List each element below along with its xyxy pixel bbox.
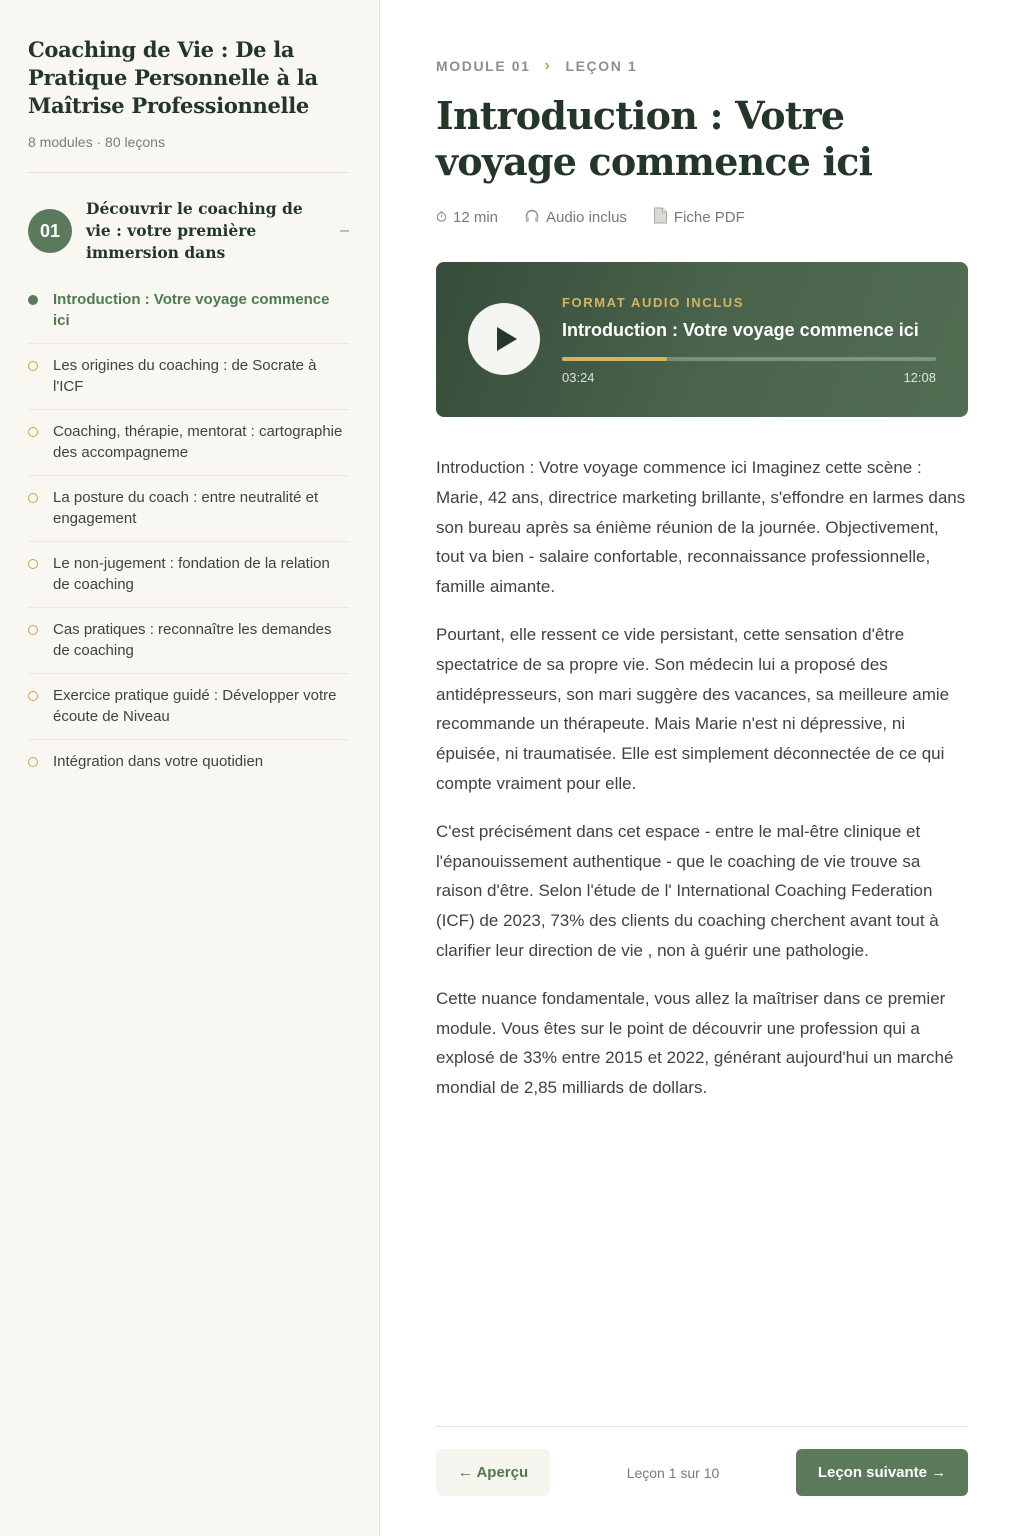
content-paragraph: Introduction : Votre voyage commence ici Imaginez cette scène : Marie, 42 ans, directrice marketing brillante, s'effondre en larmes dans son bureau après sa énième réunion de la journée. Objectivement, tout va bien - salaire confortable, reconnaissance professionnelle, famille aimante.: [436, 458, 966, 597]
audio-progress-fill: [562, 357, 667, 361]
lesson-status-dot-icon: [28, 493, 38, 503]
play-icon: [497, 327, 517, 351]
headphones-icon: [524, 208, 540, 228]
pdf-text: Fiche PDF: [673, 209, 745, 226]
clock-icon: [436, 209, 447, 226]
lesson-status-dot-icon: [28, 559, 38, 569]
audio-current-time: 03:24: [562, 370, 595, 385]
lesson-label: Coaching, thérapie, mentorat : cartographie des accompagneme: [53, 423, 343, 461]
module-number-badge: 01: [28, 209, 72, 253]
course-meta: 8 modules · 80 leçons: [28, 134, 349, 173]
lesson-label: Exercice pratique guidé : Développer votre écoute de Niveau: [53, 687, 337, 725]
lesson-item[interactable]: [28, 752, 349, 785]
lesson-status-dot-icon: [28, 427, 38, 437]
audio-progress-bar[interactable]: [562, 357, 936, 361]
lesson-footer: [436, 1426, 968, 1496]
next-lesson-button[interactable]: Leçon suivante →: [796, 1449, 968, 1496]
lesson-status-dot-icon: [28, 625, 38, 635]
audio-text: Audio inclus: [546, 209, 627, 226]
audio-title: Introduction : Votre voyage commence ici: [562, 320, 919, 340]
lesson-item[interactable]: [28, 356, 349, 410]
audio-info: [562, 295, 936, 385]
module-header[interactable]: [28, 198, 349, 264]
content-paragraph: Pourtant, elle ressent ce vide persistant, cette sensation d'être spectatrice de sa propre vie. Son médecin lui a proposé des antidépresseurs, son mari suggère des vacances, sa meilleure amie recommande un thérapeute. Mais Marie n'est ni dépressive, ni épuisée, ni traumatisée. Elle est simplement déconnectée de ce qui compte vraiment pour elle.: [436, 624, 950, 793]
module-title: Découvrir le coaching de vie : votre première immersion dans: [86, 199, 303, 262]
lesson-counter: Leçon 1 sur 10: [626, 1464, 720, 1481]
lesson-status-dot-icon: [28, 691, 38, 701]
collapse-icon[interactable]: –: [340, 222, 349, 239]
lesson-navigation: [436, 1449, 968, 1496]
course-title: Coaching de Vie : De la Pratique Personnelle à la Maîtrise Professionnelle: [28, 37, 318, 118]
lesson-label: Cas pratiques : reconnaître les demandes de coaching: [53, 621, 332, 659]
breadcrumb: [436, 57, 968, 75]
lesson-item[interactable]: [28, 422, 349, 476]
lesson-status-dot-icon: [28, 295, 38, 305]
lesson-item[interactable]: [28, 290, 349, 344]
pdf-meta[interactable]: [653, 207, 745, 228]
lesson-label: Les origines du coaching : de Socrate à l'ICF: [53, 357, 317, 395]
lesson-status-dot-icon: [28, 757, 38, 767]
document-icon: [653, 207, 668, 228]
chevron-right-icon: ›: [544, 57, 552, 74]
content-paragraph: C'est précisément dans cet espace - entre le mal-être clinique et l'épanouissement authentique - que le coaching de vie trouve sa raison d'être. Selon l'étude de l' International Coaching Federation (ICF) de 2023, 73% des clients du coaching cherchent avant tout à clarifier leur direction de vie , non à guérir une pathologie.: [436, 821, 939, 960]
course-sidebar: [0, 0, 380, 1536]
lesson-label: Intégration dans votre quotidien: [53, 753, 264, 770]
lesson-label: Le non-jugement : fondation de la relation de coaching: [53, 555, 330, 593]
content-paragraph: Cette nuance fondamentale, vous allez la maîtriser dans ce premier module. Vous êtes sur le point de découvrir une profession qui a explosé de 33% entre 2015 et 2022, générant aujourd'hui un marché mondial de 2,85 milliards de dollars.: [436, 988, 954, 1098]
lesson-item[interactable]: [28, 620, 349, 674]
previous-button[interactable]: ← Aperçu: [436, 1449, 550, 1496]
lesson-item[interactable]: [28, 488, 349, 542]
audio-total-time: 12:08: [903, 370, 936, 385]
lesson-content: [436, 453, 968, 1103]
lesson-item[interactable]: [28, 686, 349, 740]
lesson-title: Introduction : Votre voyage commence ici: [436, 93, 873, 184]
duration-meta: [436, 209, 498, 226]
audio-meta: [524, 208, 627, 228]
audio-kicker: FORMAT AUDIO INCLUS: [562, 295, 745, 310]
duration-text: 12 min: [453, 209, 499, 226]
play-button[interactable]: [468, 303, 540, 375]
breadcrumb-module[interactable]: MODULE 01: [436, 58, 531, 74]
lesson-label: La posture du coach : entre neutralité et engagement: [53, 489, 319, 527]
audio-times: [562, 370, 936, 385]
lesson-main: [436, 0, 968, 1121]
breadcrumb-lesson: LEÇON 1: [565, 58, 638, 74]
lesson-status-dot-icon: [28, 361, 38, 371]
audio-player: [436, 262, 968, 417]
lesson-label: Introduction : Votre voyage commence ici: [53, 291, 330, 329]
lesson-meta: [436, 207, 968, 228]
lesson-list: [28, 290, 349, 785]
lesson-item[interactable]: [28, 554, 349, 608]
